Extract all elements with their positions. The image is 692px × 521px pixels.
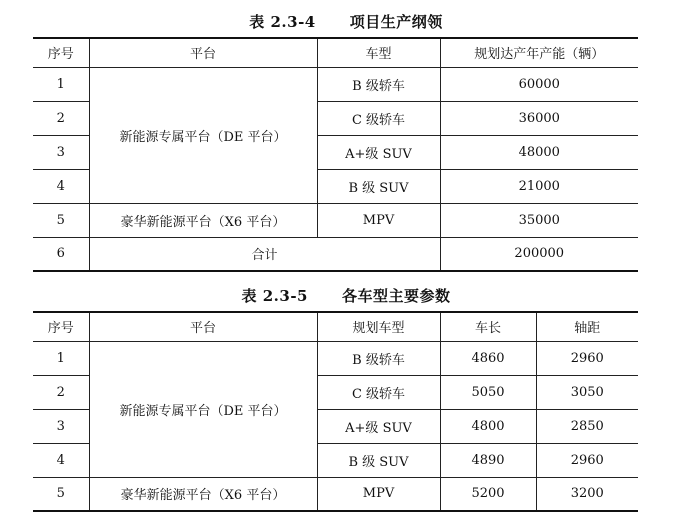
table-total-row	[33, 237, 638, 271]
cell-model: B 级 SUV	[317, 443, 440, 477]
cell-no: 1	[33, 341, 89, 375]
cell-model: B 级轿车	[317, 341, 440, 375]
cell-model: A+级 SUV	[317, 135, 440, 169]
cell-length: 5050	[440, 375, 536, 409]
cell-capacity: 48000	[440, 135, 638, 169]
cell-capacity: 60000	[440, 67, 638, 101]
table1-caption-title: 项目生产纲领	[349, 13, 443, 31]
cell-wheelbase: 3050	[536, 375, 638, 409]
cell-model: B 级 SUV	[317, 169, 440, 203]
cell-no: 3	[33, 135, 89, 169]
production-capacity-table	[33, 37, 638, 272]
cell-model: MPV	[317, 477, 440, 511]
cell-wheelbase: 3200	[536, 477, 638, 511]
cell-platform: 新能源专属平台（DE 平台）	[89, 67, 317, 203]
cell-platform: 豪华新能源平台（X6 平台）	[89, 477, 317, 511]
cell-no: 5	[33, 203, 89, 237]
cell-wheelbase: 2960	[536, 341, 638, 375]
cell-platform: 新能源专属平台（DE 平台）	[89, 341, 317, 477]
cell-length: 4800	[440, 409, 536, 443]
header-cell-no: 序号	[33, 38, 89, 67]
header-cell-platform: 平台	[89, 38, 317, 67]
cell-length: 5200	[440, 477, 536, 511]
table-header-row	[33, 38, 638, 67]
table-row	[33, 203, 638, 237]
cell-model: C 级轿车	[317, 101, 440, 135]
cell-no: 4	[33, 169, 89, 203]
table2-caption-number: 表 2.3-5	[241, 287, 308, 305]
table1-caption	[0, 11, 692, 32]
header-cell-length: 车长	[440, 312, 536, 341]
header-cell-wheelbase: 轴距	[536, 312, 638, 341]
cell-no: 4	[33, 443, 89, 477]
cell-no: 2	[33, 101, 89, 135]
cell-capacity: 35000	[440, 203, 638, 237]
cell-model: A+级 SUV	[317, 409, 440, 443]
table-header-row	[33, 312, 638, 341]
cell-no: 1	[33, 67, 89, 101]
header-cell-capacity: 规划达产年产能（辆）	[440, 38, 638, 67]
cell-wheelbase: 2960	[536, 443, 638, 477]
cell-capacity: 21000	[440, 169, 638, 203]
table-row	[33, 67, 638, 101]
cell-no: 5	[33, 477, 89, 511]
table2-caption	[0, 285, 692, 306]
table-row	[33, 477, 638, 511]
cell-total-capacity: 200000	[440, 237, 638, 271]
table-row	[33, 341, 638, 375]
header-cell-model: 车型	[317, 38, 440, 67]
table2-caption-title: 各车型主要参数	[341, 287, 451, 305]
cell-length: 4860	[440, 341, 536, 375]
vehicle-parameters-table	[33, 311, 638, 512]
cell-total-label: 合计	[89, 237, 440, 271]
cell-wheelbase: 2850	[536, 409, 638, 443]
table1-caption-number: 表 2.3-4	[249, 13, 316, 31]
cell-model: B 级轿车	[317, 67, 440, 101]
cell-model: MPV	[317, 203, 440, 237]
cell-no: 3	[33, 409, 89, 443]
header-cell-platform: 平台	[89, 312, 317, 341]
header-cell-no: 序号	[33, 312, 89, 341]
header-cell-model: 规划车型	[317, 312, 440, 341]
cell-length: 4890	[440, 443, 536, 477]
cell-capacity: 36000	[440, 101, 638, 135]
cell-platform: 豪华新能源平台（X6 平台）	[89, 203, 317, 237]
cell-no: 2	[33, 375, 89, 409]
cell-model: C 级轿车	[317, 375, 440, 409]
cell-no: 6	[33, 237, 89, 271]
